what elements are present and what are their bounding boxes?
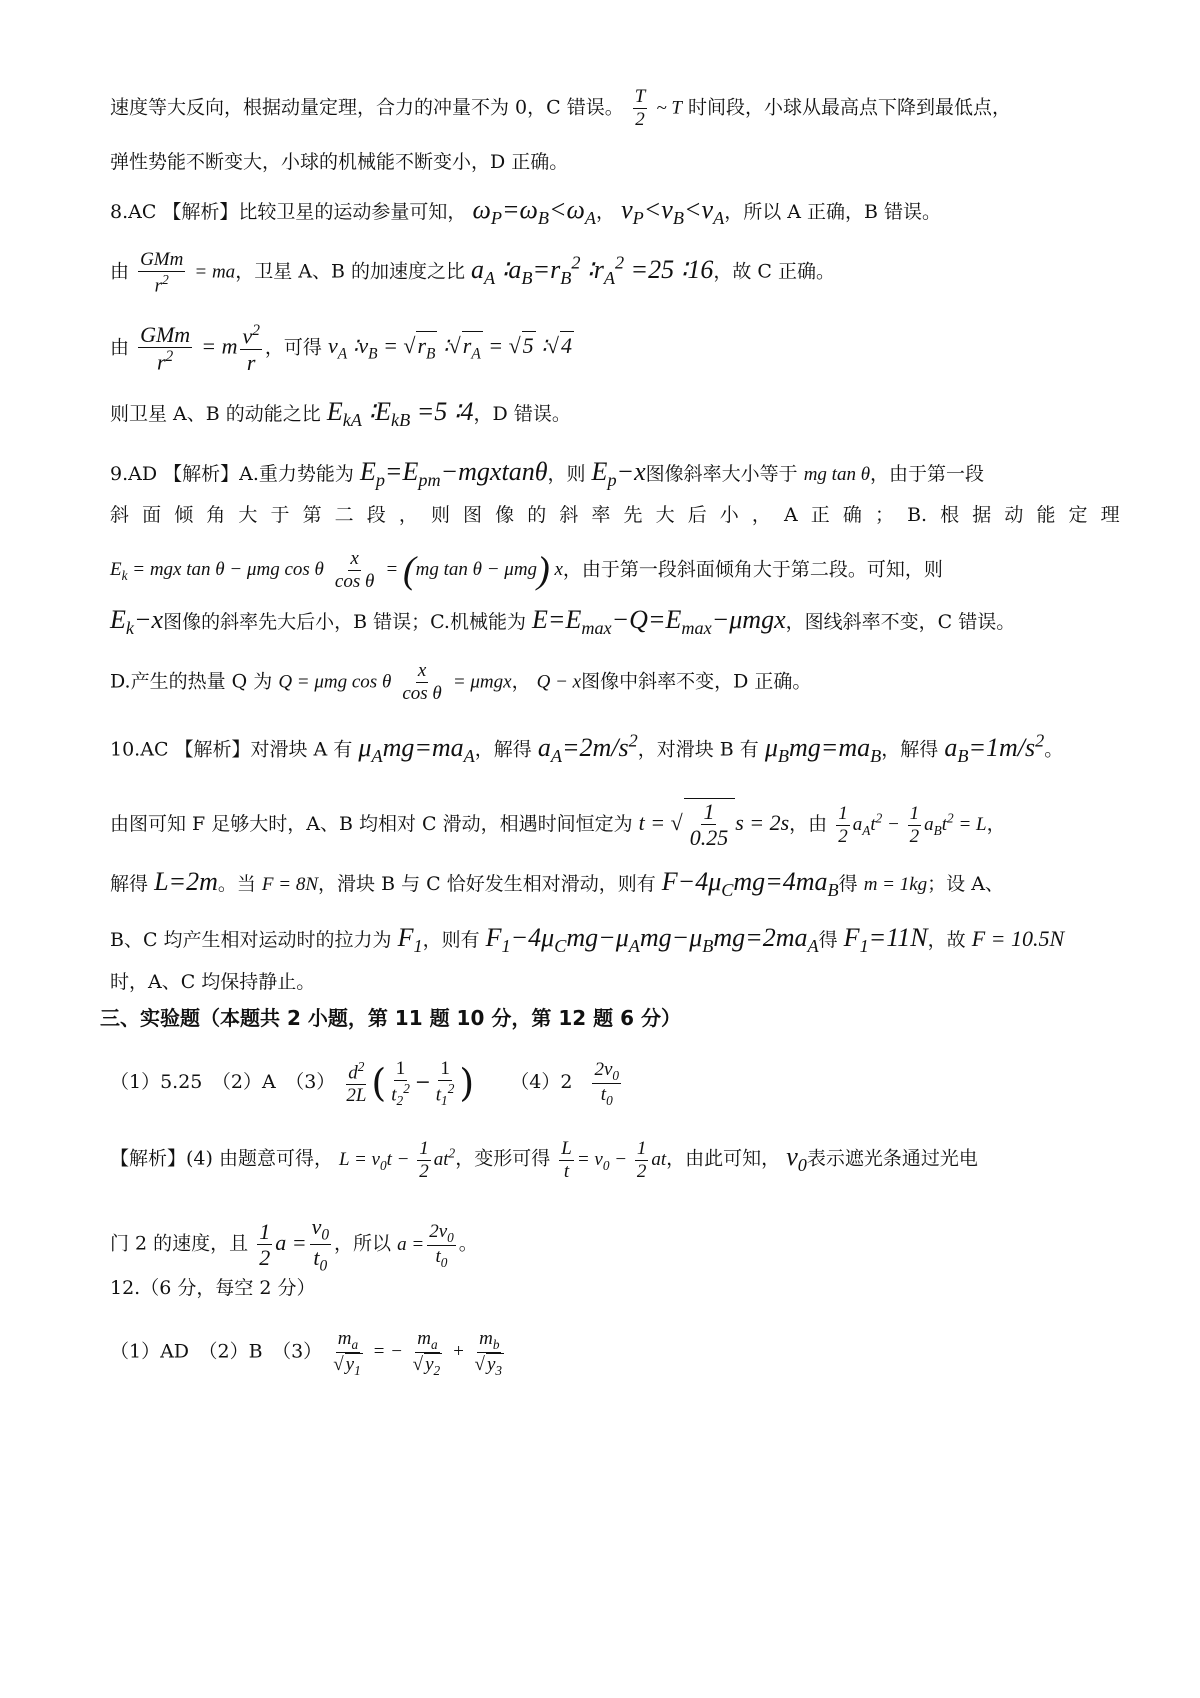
text-span: 速度等大反向，根据动量定理，合力的冲量不为 0，C 错误。 bbox=[110, 96, 624, 119]
text-span: ，对滑块 B 有 bbox=[637, 738, 759, 761]
justified-char: 理 bbox=[1100, 504, 1120, 526]
text-span: 得 bbox=[838, 873, 858, 895]
formula-d2-over-2L: $\frac{d^2}{2L}$ bbox=[346, 1059, 367, 1107]
text-span: ，卫星 A、B 的加速度之比 bbox=[235, 260, 465, 283]
formula-muA: $\mu_Amg=ma_A$ bbox=[358, 732, 475, 766]
text-span: 图像中斜率不变，D 正确。 bbox=[581, 670, 812, 693]
text-span: ，由此可知， bbox=[666, 1147, 781, 1170]
formula-L-eq: $L = v_0t$ − $\frac{1}{2}$ $at^2$ bbox=[339, 1138, 456, 1182]
formula-mechanical-energy: $E=E_{max}-Q=E_{max}-\mu mgx$ bbox=[532, 605, 786, 639]
q8-line-2: 由 $\frac{\text{GMm}}{r^2}$ = ma，卫星 A、B 的加速度之比 $a_A$ $∶a_B=r_B^2$ $∶r_A^2 =25$ ∶16，故 C 正确。 bbox=[110, 248, 835, 296]
text-span: ，可得 bbox=[264, 336, 322, 359]
justified-char: 则 bbox=[430, 504, 450, 526]
text-span: 解得 bbox=[110, 873, 149, 895]
justified-char: 面 bbox=[142, 504, 162, 526]
text-span: ，所以 bbox=[334, 1232, 392, 1255]
formula-L-value: L=2m bbox=[154, 867, 218, 896]
formula-T-over-2: $\frac{T}{2}$ bbox=[634, 86, 646, 130]
justified-char: ， bbox=[398, 504, 418, 526]
text-span: ；设 A、 bbox=[927, 873, 1004, 895]
formula-velocity-ratio: $v_A$ $∶v_B = √r_B$ $∶√r_A = √5$ ∶√4 bbox=[328, 333, 574, 358]
text-span: 9.AD 【解析】A.重力势能为 bbox=[110, 463, 354, 485]
formula-mg-tan: mg tan θ bbox=[803, 464, 871, 485]
text-line-1: 速度等大反向，根据动量定理，合力的冲量不为 0，C 错误。 $\frac{T}{2}$ ~ T 时间段，小球从最高点下降到最低点， bbox=[110, 86, 1012, 130]
q11-analysis-2: 门 2 的速度，且 $\frac{1}{2}$ a = $\frac{v_0}{t_0}$ ，所以 a = $\frac{2v_0}{t_0}$ 。 bbox=[110, 1214, 478, 1275]
text-span: （1）5.25 （2）A （3） bbox=[110, 1071, 336, 1094]
text-span: ，滑块 B 与 C 恰好发生相对滑动，则有 bbox=[318, 873, 656, 895]
text-span: ，故 bbox=[927, 929, 966, 951]
justified-char: 定 bbox=[1068, 504, 1088, 526]
text-span: 8.AC 【解析】比较卫星的运动参量可知， bbox=[110, 201, 467, 223]
text-span: B、C 均产生相对运动时的拉力为 bbox=[110, 929, 392, 951]
q10-line-5 bbox=[110, 968, 1120, 996]
formula-momentum: $\frac{m_a}{√ y_1}$ = − $\frac{m_a}{√ y_2}$ + $\frac{m_b}{√ y_3}$ bbox=[333, 1328, 503, 1378]
justified-char: 图 bbox=[463, 504, 483, 526]
justified-char: 据 bbox=[972, 504, 992, 526]
justified-char: 率 bbox=[591, 504, 611, 526]
formula-accel-ratio: $a_A$ $∶a_B=r_B^2$ $∶r_A^2 =25$ ∶16 bbox=[471, 252, 714, 288]
justified-char: 大 bbox=[238, 504, 258, 526]
justified-char: 的 bbox=[527, 504, 547, 526]
formula-1-over-t2sq: $\frac{1}{t_2^2}$ bbox=[391, 1058, 410, 1108]
justified-char: 先 bbox=[623, 504, 643, 526]
formula-GMm-over-r2: $\frac{\text{GMm}}{r^2}$ bbox=[140, 322, 191, 375]
justified-char: 像 bbox=[495, 504, 515, 526]
formula-Q: Q = μmg cos θ bbox=[278, 671, 392, 693]
justified-char: A bbox=[783, 504, 798, 526]
justified-char: 段 bbox=[366, 504, 386, 526]
formula-Ep: $E_p=E_{pm}-mgxtan\theta$ bbox=[359, 457, 548, 491]
formula-half-a: $\frac{1}{2}$ a = $\frac{v_0}{t_0}$ bbox=[259, 1214, 330, 1275]
text-span: ，故 C 正确。 bbox=[713, 260, 835, 283]
formula-F-value: F = 10.5N bbox=[971, 926, 1065, 951]
text-span: 门 2 的速度，且 bbox=[110, 1232, 249, 1255]
formula-F1: $F_1$ bbox=[397, 923, 423, 957]
text-span: 时间段，小球从最高点下降到最低点， bbox=[688, 96, 1012, 119]
formula-Ep-x: $E_p-x$ bbox=[591, 457, 646, 491]
formula-Ek: $E_k$ = mgx tan θ − μmg cos θ bbox=[110, 559, 324, 584]
text-span: ，则有 bbox=[422, 929, 480, 951]
formula-F8: F = 8N bbox=[261, 874, 319, 895]
text-span: 弹性势能不断变大，小球的机械能不断变小，D 正确。 bbox=[110, 151, 569, 173]
q9-line-4 bbox=[110, 606, 1120, 642]
text-span: 由图可知 F 足够大时，A、B 均相对 C 滑动，相遇时间恒定为 bbox=[110, 812, 633, 835]
q10-line-1: 10.AC 【解析】对滑块 A 有 $\mu_Amg=ma_A$，解得 $a_A=2m/s^2$，对滑块 B 有 $\mu_Bmg=ma_B$，解得 $a_B=1m/s^2$。 bbox=[110, 730, 1064, 766]
justified-char: 二 bbox=[334, 504, 354, 526]
formula-a: a = $\frac{2v_0}{t_0}$ bbox=[397, 1220, 454, 1270]
justified-char: B. bbox=[907, 504, 928, 526]
justified-char: 根 bbox=[940, 504, 960, 526]
q12-head bbox=[110, 1274, 1120, 1302]
justified-char: 大 bbox=[655, 504, 675, 526]
q9-line-1 bbox=[110, 458, 1120, 494]
justified-char: ， bbox=[751, 504, 771, 526]
text-span: 图像斜率大小等于 bbox=[645, 463, 798, 485]
formula-x-over-cos: $\frac{x}{\text{cos θ}}$ bbox=[334, 548, 375, 592]
formula-t: t = √ $\frac{1}{0.25}$ s = 2s bbox=[638, 799, 790, 851]
formula-velocity: $v_P<v_B<v_A$ bbox=[621, 195, 725, 229]
text-span: ，图线斜率不变，C 错误。 bbox=[785, 611, 1016, 633]
justified-char: 小 bbox=[719, 504, 739, 526]
justified-char: 斜 bbox=[559, 504, 579, 526]
text-span: 由 bbox=[110, 336, 130, 359]
text-span: 则卫星 A、B 的动能之比 bbox=[110, 403, 321, 425]
q10-line-2: 由图可知 F 足够大时，A、B 均相对 C 滑动，相遇时间恒定为 t = √ $\frac{1}{0.25}$ s = 2s，由 $\frac{1}{2}$ $a_At^2$ − $\frac{1}{2}$ $a_Bt^2 = L$， bbox=[110, 799, 1006, 851]
q9-line-5: D.产生的热量 Q 为 Q = μmg cos θ $\frac{x}{\text{cos θ}}$ = μmgx， Q − x图像中斜率不变，D 正确。 bbox=[110, 660, 812, 704]
justified-char: 后 bbox=[687, 504, 707, 526]
justified-char: 能 bbox=[1036, 504, 1056, 526]
text-span: 由 bbox=[110, 260, 130, 283]
formula-L-over-t: $\frac{L}{t}$ = $v_0$ − $\frac{1}{2}$ at bbox=[561, 1138, 667, 1182]
text-span: 时，A、C 均保持静止。 bbox=[110, 971, 316, 993]
text-span: （1）AD （2）B （3） bbox=[110, 1340, 323, 1363]
text-span: 表示遮光条通过光电 bbox=[806, 1147, 978, 1170]
justified-char: 于 bbox=[270, 504, 290, 526]
q11-answers: （1）5.25 （2）A （3） $\frac{d^2}{2L}$ ( $\frac{1}{t_2^2}$ − $\frac{1}{t_1^2}$ ) （4）2 $\frac{2v_0}{t_0}$ bbox=[110, 1058, 620, 1108]
text-span: ，变形可得 bbox=[455, 1147, 551, 1170]
text-span: 图像的斜率先大后小，B 错误；C.机械能为 bbox=[163, 611, 526, 633]
text-span: 。当 bbox=[217, 873, 256, 895]
text-span: （4）2 bbox=[510, 1071, 573, 1094]
q8-line-1: 8.AC 【解析】比较卫星的运动参量可知， $\omega_P=\omega_B<\omega_A$， $v_P<v_B<v_A$，所以 A 正确，B 错误。 bbox=[110, 195, 941, 229]
text-span: D.产生的热量 Q 为 bbox=[110, 670, 273, 693]
formula-F1-equation: $F_1-4\mu_Cmg-\mu_Amg-\mu_Bmg=2ma_A$ bbox=[485, 923, 819, 957]
formula-energy-ratio: $E_{kA}$ $∶E_{kB} =5$ ∶4 bbox=[326, 397, 474, 431]
justified-char: 第 bbox=[302, 504, 322, 526]
formula-m: m = 1kg bbox=[863, 874, 928, 895]
formula-v2-over-r: $\frac{v^2}{r}$ bbox=[242, 322, 260, 375]
formula-1-over-t1sq: $\frac{1}{t_1^2}$ bbox=[435, 1058, 455, 1108]
text-line-2 bbox=[110, 148, 1120, 176]
formula-omega: $\omega_P=\omega_B<\omega_A$ bbox=[472, 195, 597, 229]
formula-v0: $v_0$ bbox=[786, 1141, 807, 1175]
text-span: ，则 bbox=[547, 463, 586, 485]
formula-GMm-over-r2: $\frac{\text{GMm}}{r^2}$ bbox=[140, 248, 184, 296]
q10-line-3 bbox=[110, 868, 1120, 904]
section-heading: 三、实验题（本题共 2 小题，第 11 题 10 分，第 12 题 6 分） bbox=[100, 1006, 681, 1030]
formula-x-over-cos: $\frac{x}{\text{cos θ}}$ bbox=[402, 660, 442, 704]
q8-line-3: 由 $\frac{\text{GMm}}{r^2}$ = m $\frac{v^2}{r}$ ，可得 $v_A$ $∶v_B = √r_B$ $∶√r_A = √5$ ∶√4 bbox=[110, 322, 572, 375]
q12-answers bbox=[110, 1328, 1120, 1378]
formula-F1-value: $F_1=11N$ bbox=[843, 923, 928, 957]
justified-char: ； bbox=[874, 504, 894, 526]
text-span: ，解得 bbox=[881, 738, 939, 761]
text-span: ，由于第一段斜面倾角大于第二段。可知，则 bbox=[562, 558, 943, 581]
text-span: 【解析】(4) 由题意可得， bbox=[110, 1147, 333, 1170]
formula-L: $\frac{1}{2}$ $a_At^2$ − $\frac{1}{2}$ $a_Bt^2 = L$ bbox=[838, 803, 987, 847]
text-span: ，D 错误。 bbox=[473, 403, 571, 425]
justified-char: 动 bbox=[1004, 504, 1024, 526]
justified-char: 角 bbox=[206, 504, 226, 526]
justified-char: 倾 bbox=[174, 504, 194, 526]
formula-aB: $a_B=1m/s^2$ bbox=[944, 730, 1045, 766]
formula-F-4muC: $F-4\mu_Cmg=4ma_B$ bbox=[661, 867, 839, 901]
justified-char: 斜 bbox=[110, 504, 130, 526]
q9-line-2 bbox=[110, 501, 1120, 529]
text-span: ，所以 A 正确，B 错误。 bbox=[724, 201, 941, 223]
text-span: ，解得 bbox=[474, 738, 532, 761]
text-span: ，由于第一段 bbox=[870, 463, 985, 485]
formula-muB: $\mu_Bmg=ma_B$ bbox=[764, 732, 882, 766]
q11-analysis-1 bbox=[110, 1138, 1120, 1183]
formula-aA: $a_A=2m/s^2$ bbox=[537, 730, 638, 766]
text-span: ，由 bbox=[789, 812, 828, 835]
text-span: 10.AC 【解析】对滑块 A 有 bbox=[110, 738, 353, 761]
q8-line-4 bbox=[110, 398, 1120, 434]
q10-line-4 bbox=[110, 924, 1120, 960]
justified-char: 正 bbox=[810, 504, 830, 526]
text-span: 得 bbox=[818, 929, 838, 951]
text-span: 12.（6 分，每空 2 分） bbox=[110, 1277, 316, 1299]
formula-2v0-over-t0: $\frac{2v_0}{t_0}$ bbox=[594, 1058, 620, 1108]
justified-char: 确 bbox=[842, 504, 862, 526]
q9-line-3: $E_k$ = mgx tan θ − μmg cos θ $\frac{x}{\text{cos θ}}$ = (mg tan θ − μmg) x，由于第一段斜面倾角大于第二段。可知，则 bbox=[110, 548, 943, 592]
formula-Ek-x: $E_k-x$ bbox=[110, 605, 164, 639]
